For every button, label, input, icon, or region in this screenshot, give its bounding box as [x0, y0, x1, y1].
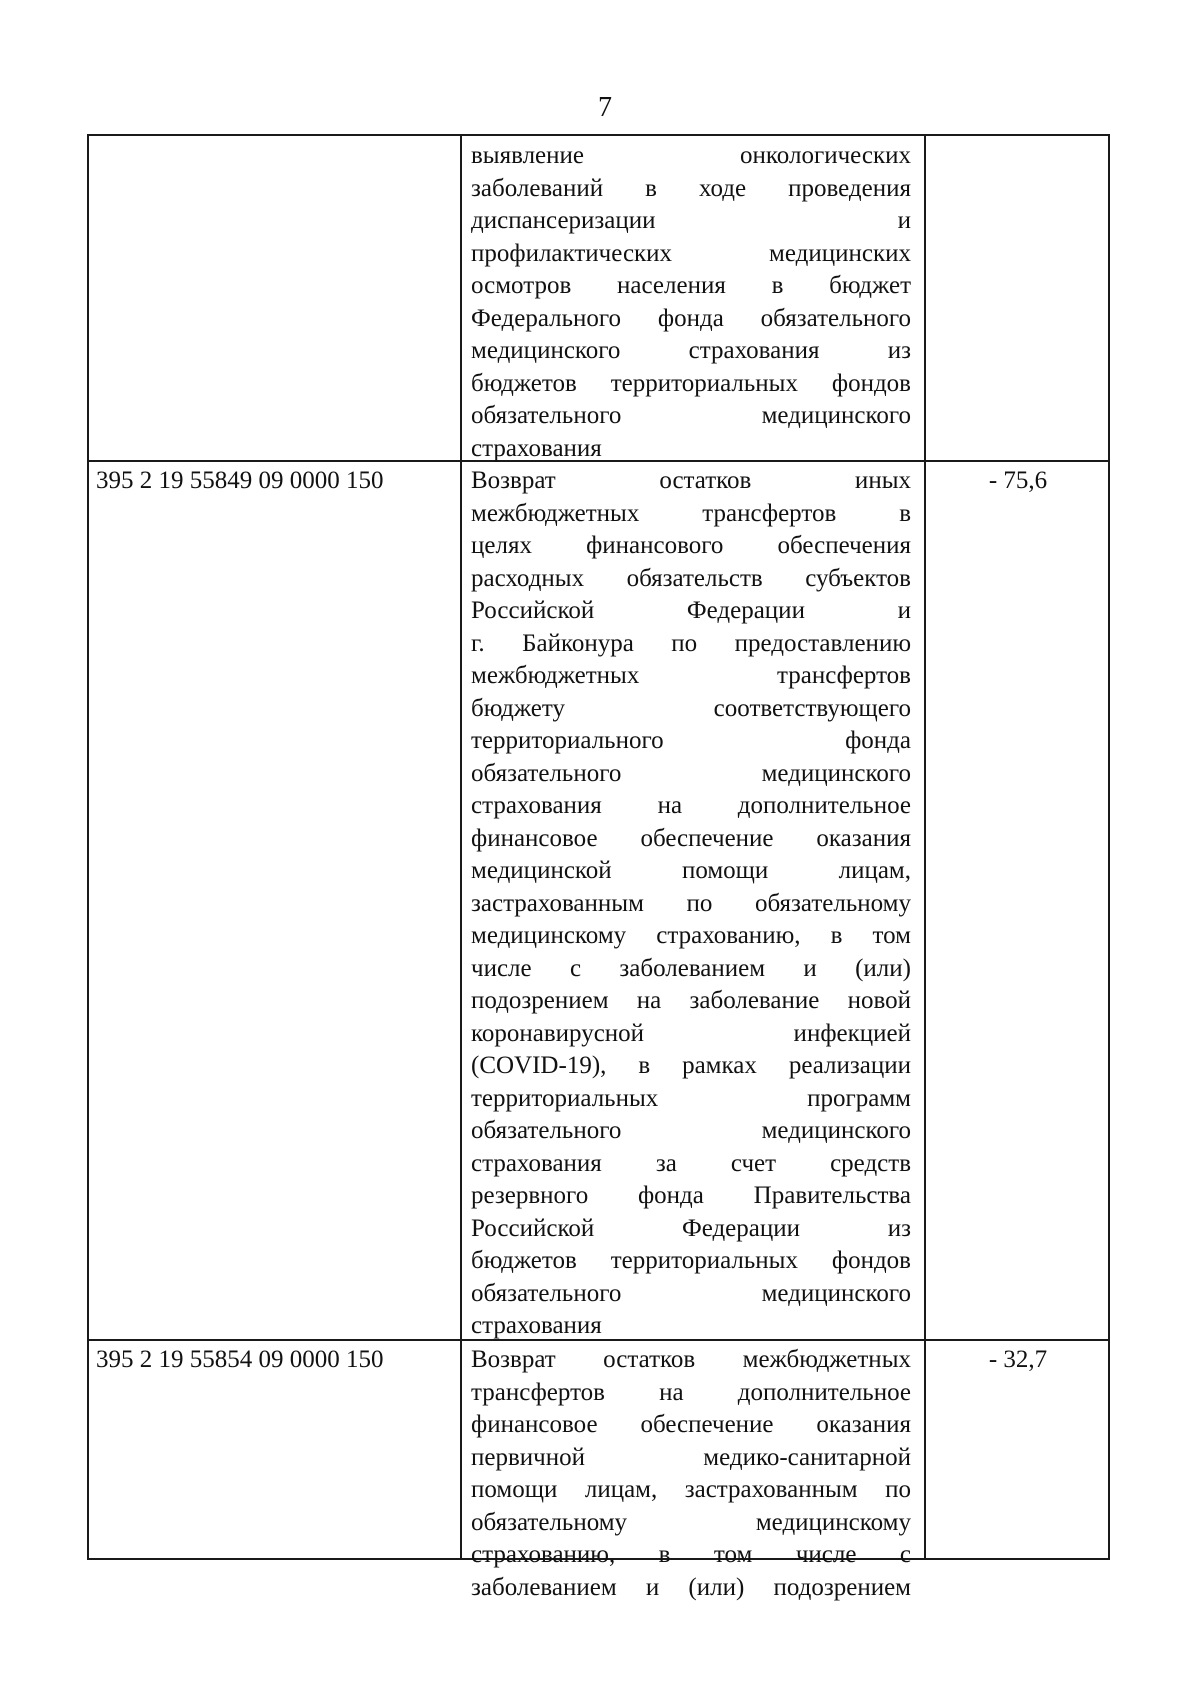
description-line: страхованию, в том числе с — [471, 1541, 911, 1568]
description-line: обязательному медицинскому — [471, 1508, 911, 1536]
description-line: обязательного медицинского — [471, 1117, 911, 1144]
description-line: г. Байконура по предоставлению — [471, 629, 911, 657]
column-divider — [924, 136, 926, 1558]
description-line: (COVID-19), в рамках реализации — [471, 1052, 911, 1079]
page-number: 7 — [598, 92, 612, 123]
column-divider — [460, 136, 462, 1558]
description-line: бюджетов территориальных фондов — [471, 369, 911, 397]
description-line: бюджету соответствующего — [471, 694, 911, 722]
table-row-3-description — [471, 1344, 911, 1604]
description-line: территориального фонда — [471, 727, 911, 754]
description-line: обязательного медицинского — [471, 402, 911, 429]
description-line: помощи лицам, застрахованным по — [471, 1476, 911, 1503]
description-line: первичной медико-санитарной — [471, 1443, 911, 1471]
description-line: трансфертов на дополнительное — [471, 1378, 911, 1406]
description-line: Возврат остатков иных — [471, 467, 911, 494]
description-line: застрахованным по обязательному — [471, 889, 911, 917]
description-line: бюджетов территориальных фондов — [471, 1247, 911, 1274]
description-line: страхования за счет средств — [471, 1149, 911, 1177]
description-line: обязательного медицинского — [471, 1279, 911, 1307]
description-line: межбюджетных трансфертов в — [471, 499, 911, 527]
description-line: страхования — [471, 1312, 602, 1339]
description-line: коронавирусной инфекцией — [471, 1019, 911, 1047]
budget-table — [87, 134, 1110, 1601]
description-line: финансовое обеспечение оказания — [471, 1411, 911, 1438]
description-line: заболеваний в ходе проведения — [471, 174, 911, 202]
description-line: подозрением на заболевание новой — [471, 987, 911, 1014]
description-line: территориальных программ — [471, 1084, 911, 1112]
description-line: медицинской помощи лицам, — [471, 857, 911, 884]
description-line: резервного фонда Правительства — [471, 1182, 911, 1209]
description-line: Российской Федерации из — [471, 1214, 911, 1242]
table-row-2-code: 395 2 19 55849 09 0000 150 — [96, 467, 384, 494]
description-line: финансовое обеспечение оказания — [471, 824, 911, 852]
description-line: Возврат остатков межбюджетных — [471, 1346, 911, 1373]
description-line: Федерального фонда обязательного — [471, 304, 911, 332]
description-line: осмотров населения в бюджет — [471, 272, 911, 299]
table-row-2-description — [471, 465, 911, 1343]
description-line: Российской Федерации и — [471, 597, 911, 624]
description-line: профилактических медицинских — [471, 239, 911, 267]
table-row-1-description — [471, 140, 911, 465]
description-line: целях финансового обеспечения — [471, 532, 911, 559]
description-line: числе с заболеванием и (или) — [471, 954, 911, 982]
description-line: страхования — [471, 434, 602, 462]
description-line: медицинского страхования из — [471, 337, 911, 364]
description-line: страхования на дополнительное — [471, 792, 911, 819]
description-line: межбюджетных трансфертов — [471, 662, 911, 689]
table-row-3-code: 395 2 19 55854 09 0000 150 — [96, 1346, 384, 1373]
table-row-2-amount: - 75,6 — [988, 467, 1048, 494]
description-line: обязательного медицинского — [471, 759, 911, 787]
table-row-3-amount: - 32,7 — [988, 1346, 1048, 1373]
description-line: заболеванием и (или) подозрением — [471, 1573, 911, 1601]
description-line: выявление онкологических — [471, 142, 911, 169]
description-line: медицинскому страхованию, в том — [471, 922, 911, 949]
description-line: расходных обязательств субъектов — [471, 564, 911, 592]
description-line: диспансеризации и — [471, 207, 911, 234]
